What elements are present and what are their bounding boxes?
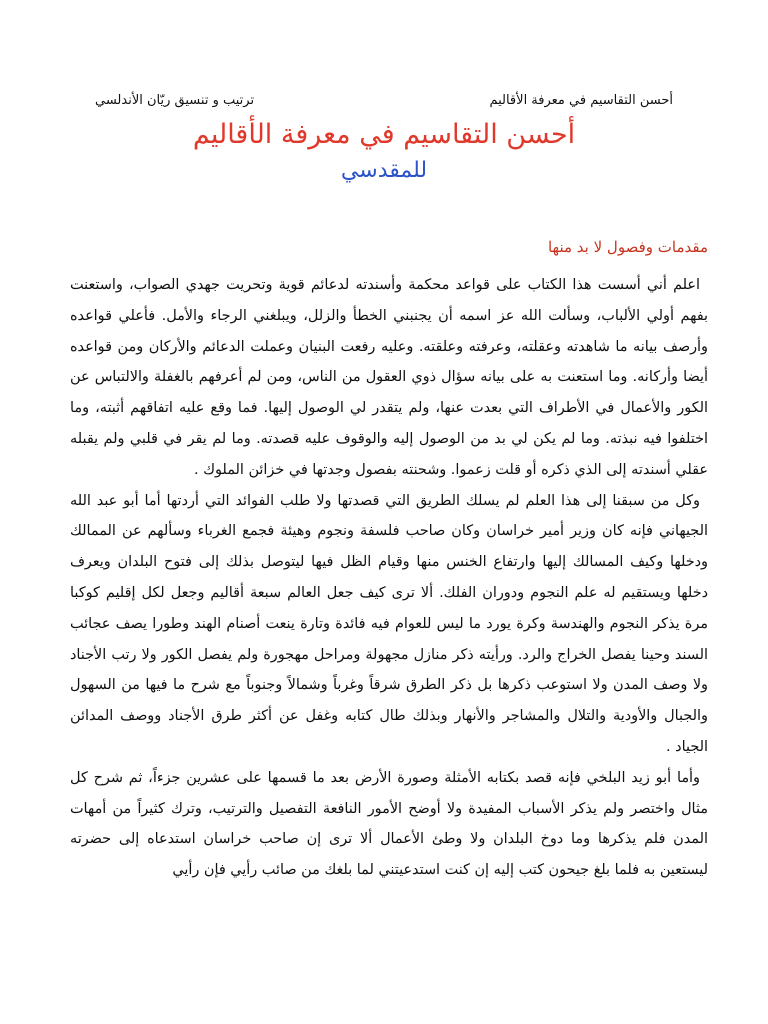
body-text	[70, 270, 708, 886]
book-author: للمقدسي	[340, 158, 428, 183]
paragraph: وكل من سبقنا إلى هذا العلم لم يسلك الطريق التي قصدتها ولا طلب الفوائد التي أردتها أما أبو عبد الله الجيهاني فإنه كان وزير أمير خراسان وكان صاحب فلسفة ونجوم وهيئة فجمع الغرباء وسألهم عن الممالك ودخلها وكيف المسالك إليها وارتفاع الخنس منها وقيام الظل فيها ليتوصل بذلك إلى فتوح البلدان ويعرف دخلها ويستقيم له علم النجوم ودوران الفلك. ألا ترى كيف جعل العالم سبعة أقاليم وجعل لكل إقليم كوكبا مرة يذكر النجوم والهندسة وكرة يورد ما ليس للعوام فيه فائدة وتارة ينعت أصنام الهند وطورا يصف عجائب السند وحينا يفصل الخراج والرد. ورأيته ذكر منازل مجهولة ومراحل مهجورة ولم يفصل الكور ولا رتب الأجناد ولا وصف المدن ولا استوعب ذكرها بل ذكر الطرق شرقاً وغرباً وشمالاً وجنوباً مع شرح ما فيها من السهول والجبال والأودية والتلال والمشاجر والأنهار وبذلك طال كتابه وغفل عن أكثر طرق الأجناد ووصف المدائن الجياد .	[70, 492, 708, 755]
book-title: أحسن التقاسيم في معرفة الأقاليم	[192, 119, 576, 150]
header-book-title: أحسن التقاسيم في معرفة الأقاليم	[489, 92, 673, 108]
paragraph: اعلم أني أسست هذا الكتاب على قواعد محكمة وأسندته لدعائم قوية وتحريت جهدي الصواب، واستعنت بفهم أولي الألباب، وسألت الله عز اسمه أن يجنبني الخطأ والزلل، ويبلغني الرجاء والأمل. فأعلي قواعده وأرصف بيانه ما شاهدته وعقلته، وعرفته وعلقته. وعليه رفعت البنيان وعملت الدعائم والأركان ومن قواعده أيضا وأركانه. وما استعنت به على بيانه سؤال ذوي العقول من الناس، ومن لم أعرفهم بالغفلة والالتباس عن الكور والأعمال في الأطراف التي بعدت عنها، ولم يتقدر لي الوصول إليها. فما وقع عليه اتفاقهم أثبته، وما اختلفوا فيه نبذته. وما لم يكن لي بد من الوصول إليه والوقوف عليه قصدته. وما لم يقر في قلبي ولم يقبله عقلي أسندته إلى الذي ذكره أو قلت زعموا. وشحنته بفصول وجدتها في خزائن الملوك .	[70, 277, 708, 478]
title-block	[70, 118, 698, 186]
section-heading: مقدمات وفصول لا بد منها	[547, 238, 708, 256]
running-header	[95, 90, 673, 110]
paragraph: وأما أبو زيد البلخي فإنه قصد بكتابه الأمثلة وصورة الأرض بعد ما قسمها على عشرين جزءاً، ثم شرح كل مثال واختصر ولم يذكر الأسباب المفيدة ولا أوضح الأمور النافعة التفصيل والترتيب، وترك كثيراً من أمهات المدن فلم يذكرها وما دوخ البلدان ولا وطئ الأعمال ألا ترى إن صاحب خراسان استدعاه إلى حضرته ليستعين به فلما بلغ جيحون كتب إليه إن كنت استدعيتني لما بلغك من صائب رأيي فإن رأيي	[70, 769, 708, 879]
header-credit: ترتيب و تنسيق ريّان الأندلسي	[95, 92, 255, 108]
